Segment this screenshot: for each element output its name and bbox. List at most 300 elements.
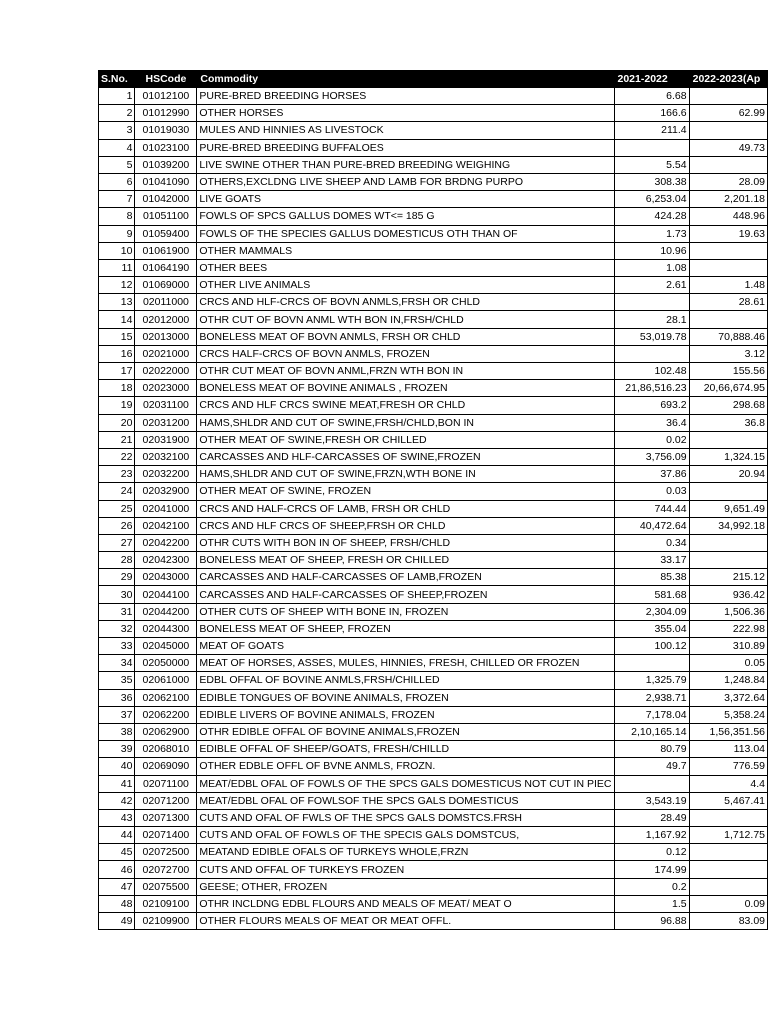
commodity-cell[interactable]: OTHER CUTS OF SHEEP WITH BONE IN, FROZEN (197, 603, 614, 620)
commodity-table (98, 70, 768, 930)
value-2022-2023-cell[interactable]: 20.94 (689, 466, 767, 483)
commodity-cell[interactable]: OTHERS,EXCLDNG LIVE SHEEP AND LAMB FOR BRDNG PURPO (197, 173, 614, 190)
value-2021-2022-cell[interactable]: 1.73 (614, 225, 689, 242)
table-row (99, 517, 768, 534)
hscode-cell[interactable]: 02061000 (135, 672, 197, 689)
hscode-cell[interactable]: 02043000 (135, 569, 197, 586)
sno-cell[interactable]: 12 (99, 277, 135, 294)
sno-cell[interactable]: 21 (99, 431, 135, 448)
sno-cell[interactable]: 4 (99, 139, 135, 156)
value-2021-2022-cell[interactable]: 21,86,516.23 (614, 380, 689, 397)
sno-cell[interactable]: 27 (99, 534, 135, 551)
hscode-cell[interactable]: 02071100 (135, 775, 197, 792)
value-2022-2023-cell[interactable]: 1,248.84 (689, 672, 767, 689)
commodity-cell[interactable]: CUTS AND OFAL OF FOWLS OF THE SPECIS GALS DOMSTCUS, (197, 827, 614, 844)
value-2022-2023-cell[interactable]: 5,467.41 (689, 792, 767, 809)
sno-cell[interactable]: 23 (99, 466, 135, 483)
hscode-cell[interactable]: 02071200 (135, 792, 197, 809)
value-2022-2023-cell[interactable] (689, 483, 767, 500)
table-row (99, 156, 768, 173)
commodity-cell[interactable]: EDIBLE LIVERS OF BOVINE ANIMALS, FROZEN (197, 706, 614, 723)
value-2021-2022-cell[interactable]: 0.34 (614, 534, 689, 551)
value-2021-2022-cell[interactable]: 33.17 (614, 552, 689, 569)
hscode-cell[interactable]: 02062100 (135, 689, 197, 706)
sno-cell[interactable]: 34 (99, 655, 135, 672)
sno-cell[interactable]: 42 (99, 792, 135, 809)
value-2021-2022-cell[interactable]: 1.5 (614, 895, 689, 912)
hscode-cell[interactable]: 02109900 (135, 913, 197, 930)
commodity-cell[interactable]: CRCS AND HLF CRCS OF SHEEP,FRSH OR CHLD (197, 517, 614, 534)
sno-cell[interactable]: 2 (99, 105, 135, 122)
table-row (99, 586, 768, 603)
sno-cell[interactable]: 9 (99, 225, 135, 242)
table-row (99, 397, 768, 414)
commodity-cell[interactable]: LIVE GOATS (197, 191, 614, 208)
hscode-cell[interactable]: 02044300 (135, 620, 197, 637)
sno-cell[interactable]: 16 (99, 345, 135, 362)
value-2021-2022-cell[interactable] (614, 139, 689, 156)
sno-cell[interactable]: 33 (99, 638, 135, 655)
table-row (99, 638, 768, 655)
value-2021-2022-cell[interactable]: 1.08 (614, 259, 689, 276)
table-row (99, 294, 768, 311)
hscode-cell[interactable]: 02032900 (135, 483, 197, 500)
header-commodity[interactable]: Commodity (197, 71, 614, 88)
hscode-cell[interactable]: 02011000 (135, 294, 197, 311)
table-row (99, 603, 768, 620)
sno-cell[interactable]: 39 (99, 741, 135, 758)
value-2022-2023-cell[interactable]: 1,56,351.56 (689, 723, 767, 740)
commodity-cell[interactable]: EDIBLE TONGUES OF BOVINE ANIMALS, FROZEN (197, 689, 614, 706)
table-row (99, 775, 768, 792)
commodity-cell[interactable]: MULES AND HINNIES AS LIVESTOCK (197, 122, 614, 139)
commodity-cell[interactable]: HAMS,SHLDR AND CUT OF SWINE,FRSH/CHLD,BON IN (197, 414, 614, 431)
table-row (99, 448, 768, 465)
value-2021-2022-cell[interactable]: 308.38 (614, 173, 689, 190)
hscode-cell[interactable]: 02109100 (135, 895, 197, 912)
value-2021-2022-cell[interactable]: 40,472.64 (614, 517, 689, 534)
commodity-cell[interactable]: HAMS,SHLDR AND CUT OF SWINE,FRZN,WTH BONE IN (197, 466, 614, 483)
hscode-cell[interactable]: 01061900 (135, 242, 197, 259)
commodity-cell[interactable]: OTHER MEAT OF SWINE, FROZEN (197, 483, 614, 500)
commodity-cell[interactable]: LIVE SWINE OTHER THAN PURE-BRED BREEDING WEIGHING (197, 156, 614, 173)
hscode-cell[interactable]: 01019030 (135, 122, 197, 139)
table-row (99, 827, 768, 844)
value-2022-2023-cell[interactable]: 1,324.15 (689, 448, 767, 465)
value-2022-2023-cell[interactable]: 2,201.18 (689, 191, 767, 208)
table-row (99, 328, 768, 345)
table-row (99, 861, 768, 878)
table-row (99, 534, 768, 551)
header-2022-2023[interactable]: 2022-2023(Ap (689, 71, 767, 88)
value-2022-2023-cell[interactable]: 776.59 (689, 758, 767, 775)
commodity-cell[interactable]: MEAT/EDBL OFAL OF FOWLS OF THE SPCS GALS DOMESTICUS NOT CUT IN PIEC (197, 775, 614, 792)
commodity-cell[interactable]: MEAT/EDBL OFAL OF FOWLSOF THE SPCS GALS DOMESTICUS (197, 792, 614, 809)
sno-cell[interactable]: 29 (99, 569, 135, 586)
table-row (99, 655, 768, 672)
sno-cell[interactable]: 22 (99, 448, 135, 465)
value-2021-2022-cell[interactable]: 10.96 (614, 242, 689, 259)
value-2021-2022-cell[interactable]: 166.6 (614, 105, 689, 122)
sno-cell[interactable]: 40 (99, 758, 135, 775)
commodity-cell[interactable]: FOWLS OF SPCS GALLUS DOMES WT<= 185 G (197, 208, 614, 225)
sno-cell[interactable]: 32 (99, 620, 135, 637)
value-2022-2023-cell[interactable]: 5,358.24 (689, 706, 767, 723)
sno-cell[interactable]: 38 (99, 723, 135, 740)
table-body (99, 88, 768, 930)
hscode-cell[interactable]: 02013000 (135, 328, 197, 345)
header-2021-2022[interactable]: 2021-2022 (614, 71, 689, 88)
commodity-cell[interactable]: PURE-BRED BREEDING HORSES (197, 88, 614, 105)
hscode-cell[interactable]: 02045000 (135, 638, 197, 655)
value-2022-2023-cell[interactable] (689, 861, 767, 878)
commodity-cell[interactable]: OTHR CUTS WITH BON IN OF SHEEP, FRSH/CHLD (197, 534, 614, 551)
sno-cell[interactable]: 45 (99, 844, 135, 861)
value-2022-2023-cell[interactable]: 34,992.18 (689, 517, 767, 534)
spreadsheet (98, 70, 768, 930)
hscode-cell[interactable]: 02072500 (135, 844, 197, 861)
table-row (99, 311, 768, 328)
table-row (99, 913, 768, 930)
commodity-cell[interactable]: FOWLS OF THE SPECIES GALLUS DOMESTICUS OTH THAN OF (197, 225, 614, 242)
commodity-cell[interactable]: OTHER LIVE ANIMALS (197, 277, 614, 294)
table-row (99, 483, 768, 500)
value-2021-2022-cell[interactable]: 6,253.04 (614, 191, 689, 208)
header-hscode[interactable]: HSCode (135, 71, 197, 88)
sno-cell[interactable]: 26 (99, 517, 135, 534)
sno-cell[interactable]: 18 (99, 380, 135, 397)
sno-cell[interactable]: 43 (99, 809, 135, 826)
hscode-cell[interactable]: 02042300 (135, 552, 197, 569)
table-row (99, 208, 768, 225)
table-row (99, 139, 768, 156)
value-2022-2023-cell[interactable]: 28.61 (689, 294, 767, 311)
commodity-cell[interactable]: BONELESS MEAT OF BOVINE ANIMALS , FROZEN (197, 380, 614, 397)
commodity-cell[interactable]: OTHER MEAT OF SWINE,FRESH OR CHILLED (197, 431, 614, 448)
value-2022-2023-cell[interactable]: 36.8 (689, 414, 767, 431)
hscode-cell[interactable]: 02031900 (135, 431, 197, 448)
hscode-cell[interactable]: 02032100 (135, 448, 197, 465)
value-2022-2023-cell[interactable] (689, 431, 767, 448)
sno-cell[interactable]: 5 (99, 156, 135, 173)
value-2021-2022-cell[interactable]: 102.48 (614, 363, 689, 380)
value-2021-2022-cell[interactable]: 1,325.79 (614, 672, 689, 689)
value-2021-2022-cell[interactable]: 0.2 (614, 878, 689, 895)
commodity-cell[interactable]: MEAT OF GOATS (197, 638, 614, 655)
hscode-cell[interactable]: 02012000 (135, 311, 197, 328)
hscode-cell[interactable]: 02068010 (135, 741, 197, 758)
table-row (99, 689, 768, 706)
sno-cell[interactable]: 25 (99, 500, 135, 517)
table-row (99, 809, 768, 826)
table-row (99, 345, 768, 362)
hscode-cell[interactable]: 02062900 (135, 723, 197, 740)
sno-cell[interactable]: 46 (99, 861, 135, 878)
commodity-cell[interactable]: OTHER BEES (197, 259, 614, 276)
value-2022-2023-cell[interactable]: 155.56 (689, 363, 767, 380)
value-2022-2023-cell[interactable] (689, 88, 767, 105)
table-row (99, 431, 768, 448)
value-2021-2022-cell[interactable]: 2,304.09 (614, 603, 689, 620)
commodity-cell[interactable]: CARCASSES AND HALF-CARCASSES OF LAMB,FROZEN (197, 569, 614, 586)
commodity-cell[interactable]: CRCS AND HLF CRCS SWINE MEAT,FRESH OR CHLD (197, 397, 614, 414)
value-2021-2022-cell[interactable]: 211.4 (614, 122, 689, 139)
hscode-cell[interactable]: 01041090 (135, 173, 197, 190)
value-2021-2022-cell[interactable] (614, 294, 689, 311)
table-row (99, 500, 768, 517)
commodity-cell[interactable]: OTHER MAMMALS (197, 242, 614, 259)
sno-cell[interactable]: 47 (99, 878, 135, 895)
value-2021-2022-cell[interactable]: 581.68 (614, 586, 689, 603)
table-row (99, 706, 768, 723)
hscode-cell[interactable]: 02075500 (135, 878, 197, 895)
commodity-cell[interactable]: OTHR CUT OF BOVN ANML WTH BON IN,FRSH/CHLD (197, 311, 614, 328)
commodity-cell[interactable]: CUTS AND OFFAL OF TURKEYS FROZEN (197, 861, 614, 878)
commodity-cell[interactable]: PURE-BRED BREEDING BUFFALOES (197, 139, 614, 156)
sno-cell[interactable]: 6 (99, 173, 135, 190)
sno-cell[interactable]: 48 (99, 895, 135, 912)
commodity-cell[interactable]: OTHER HORSES (197, 105, 614, 122)
hscode-cell[interactable]: 02022000 (135, 363, 197, 380)
value-2021-2022-cell[interactable]: 80.79 (614, 741, 689, 758)
commodity-cell[interactable]: EDIBLE OFFAL OF SHEEP/GOATS, FRESH/CHILLD (197, 741, 614, 758)
sno-cell[interactable]: 36 (99, 689, 135, 706)
hscode-cell[interactable]: 01042000 (135, 191, 197, 208)
value-2021-2022-cell[interactable]: 174.99 (614, 861, 689, 878)
value-2021-2022-cell[interactable]: 0.12 (614, 844, 689, 861)
table-row (99, 363, 768, 380)
hscode-cell[interactable]: 02062200 (135, 706, 197, 723)
hscode-cell[interactable]: 02044100 (135, 586, 197, 603)
commodity-cell[interactable]: CRCS AND HLF-CRCS OF BOVN ANMLS,FRSH OR CHLD (197, 294, 614, 311)
sno-cell[interactable]: 44 (99, 827, 135, 844)
value-2021-2022-cell[interactable]: 5.54 (614, 156, 689, 173)
value-2022-2023-cell[interactable] (689, 552, 767, 569)
value-2022-2023-cell[interactable]: 62.99 (689, 105, 767, 122)
table-row (99, 380, 768, 397)
commodity-cell[interactable]: CUTS AND OFAL OF FWLS OF THE SPCS GALS DOMSTCS.FRSH (197, 809, 614, 826)
sno-cell[interactable]: 10 (99, 242, 135, 259)
header-row (99, 71, 768, 88)
hscode-cell[interactable]: 02071300 (135, 809, 197, 826)
value-2022-2023-cell[interactable]: 222.98 (689, 620, 767, 637)
value-2022-2023-cell[interactable]: 0.05 (689, 655, 767, 672)
hscode-cell[interactable]: 02031100 (135, 397, 197, 414)
value-2021-2022-cell[interactable]: 36.4 (614, 414, 689, 431)
table-row (99, 259, 768, 276)
table-row (99, 792, 768, 809)
commodity-cell[interactable]: CARCASSES AND HLF-CARCASSES OF SWINE,FROZEN (197, 448, 614, 465)
commodity-cell[interactable]: OTHR INCLDNG EDBL FLOURS AND MEALS OF MEAT/ MEAT O (197, 895, 614, 912)
value-2021-2022-cell[interactable]: 49.7 (614, 758, 689, 775)
hscode-cell[interactable]: 01059400 (135, 225, 197, 242)
value-2021-2022-cell[interactable]: 28.1 (614, 311, 689, 328)
value-2021-2022-cell[interactable] (614, 775, 689, 792)
commodity-cell[interactable]: BONELESS MEAT OF BOVN ANMLS, FRSH OR CHLD (197, 328, 614, 345)
sno-cell[interactable]: 49 (99, 913, 135, 930)
value-2022-2023-cell[interactable]: 936.42 (689, 586, 767, 603)
table-row (99, 552, 768, 569)
hscode-cell[interactable]: 02042100 (135, 517, 197, 534)
sno-cell[interactable]: 41 (99, 775, 135, 792)
value-2022-2023-cell[interactable]: 215.12 (689, 569, 767, 586)
value-2022-2023-cell[interactable]: 70,888.46 (689, 328, 767, 345)
value-2021-2022-cell[interactable]: 96.88 (614, 913, 689, 930)
value-2021-2022-cell[interactable]: 0.02 (614, 431, 689, 448)
commodity-cell[interactable]: MEAT OF HORSES, ASSES, MULES, HINNIES, FRESH, CHILLED OR FROZEN (197, 655, 614, 672)
commodity-cell[interactable]: MEATAND EDIBLE OFALS OF TURKEYS WHOLE,FRZN (197, 844, 614, 861)
table-row (99, 878, 768, 895)
table-row (99, 844, 768, 861)
hscode-cell[interactable]: 02042200 (135, 534, 197, 551)
hscode-cell[interactable]: 02023000 (135, 380, 197, 397)
value-2021-2022-cell[interactable]: 6.68 (614, 88, 689, 105)
table-row (99, 173, 768, 190)
hscode-cell[interactable]: 01069000 (135, 277, 197, 294)
sno-cell[interactable]: 1 (99, 88, 135, 105)
hscode-cell[interactable]: 01039200 (135, 156, 197, 173)
value-2022-2023-cell[interactable] (689, 259, 767, 276)
hscode-cell[interactable]: 02050000 (135, 655, 197, 672)
sno-cell[interactable]: 14 (99, 311, 135, 328)
table-row (99, 741, 768, 758)
sno-cell[interactable]: 13 (99, 294, 135, 311)
table-row (99, 895, 768, 912)
value-2022-2023-cell[interactable] (689, 878, 767, 895)
sno-cell[interactable]: 31 (99, 603, 135, 620)
hscode-cell[interactable]: 02021000 (135, 345, 197, 362)
value-2021-2022-cell[interactable]: 1,167.92 (614, 827, 689, 844)
value-2021-2022-cell[interactable]: 355.04 (614, 620, 689, 637)
hscode-cell[interactable]: 02031200 (135, 414, 197, 431)
value-2022-2023-cell[interactable]: 298.68 (689, 397, 767, 414)
value-2021-2022-cell[interactable]: 100.12 (614, 638, 689, 655)
value-2022-2023-cell[interactable]: 1.48 (689, 277, 767, 294)
sno-cell[interactable]: 8 (99, 208, 135, 225)
value-2021-2022-cell[interactable]: 2.61 (614, 277, 689, 294)
value-2022-2023-cell[interactable]: 49.73 (689, 139, 767, 156)
table-row (99, 758, 768, 775)
sno-cell[interactable]: 24 (99, 483, 135, 500)
hscode-cell[interactable]: 01051100 (135, 208, 197, 225)
sno-cell[interactable]: 35 (99, 672, 135, 689)
commodity-cell[interactable]: CRCS AND HALF-CRCS OF LAMB, FRSH OR CHLD (197, 500, 614, 517)
hscode-cell[interactable]: 02069090 (135, 758, 197, 775)
table-row (99, 225, 768, 242)
commodity-cell[interactable]: OTHER FLOURS MEALS OF MEAT OR MEAT OFFL. (197, 913, 614, 930)
value-2021-2022-cell[interactable]: 0.03 (614, 483, 689, 500)
sno-cell[interactable]: 15 (99, 328, 135, 345)
value-2022-2023-cell[interactable] (689, 122, 767, 139)
hscode-cell[interactable]: 01064190 (135, 259, 197, 276)
table-row (99, 672, 768, 689)
sno-cell[interactable]: 37 (99, 706, 135, 723)
value-2021-2022-cell[interactable]: 424.28 (614, 208, 689, 225)
sno-cell[interactable]: 28 (99, 552, 135, 569)
hscode-cell[interactable]: 01023100 (135, 139, 197, 156)
value-2021-2022-cell[interactable]: 7,178.04 (614, 706, 689, 723)
hscode-cell[interactable]: 02071400 (135, 827, 197, 844)
hscode-cell[interactable]: 01012990 (135, 105, 197, 122)
commodity-cell[interactable]: BONELESS MEAT OF SHEEP, FRESH OR CHILLED (197, 552, 614, 569)
value-2022-2023-cell[interactable]: 3,372.64 (689, 689, 767, 706)
value-2022-2023-cell[interactable] (689, 242, 767, 259)
hscode-cell[interactable]: 02032200 (135, 466, 197, 483)
value-2022-2023-cell[interactable]: 19.63 (689, 225, 767, 242)
sno-cell[interactable]: 30 (99, 586, 135, 603)
hscode-cell[interactable]: 02041000 (135, 500, 197, 517)
value-2021-2022-cell[interactable]: 3,756.09 (614, 448, 689, 465)
value-2022-2023-cell[interactable]: 113.04 (689, 741, 767, 758)
value-2021-2022-cell[interactable]: 2,938.71 (614, 689, 689, 706)
value-2021-2022-cell[interactable]: 85.38 (614, 569, 689, 586)
table-row (99, 466, 768, 483)
value-2022-2023-cell[interactable]: 9,651.49 (689, 500, 767, 517)
sno-cell[interactable]: 19 (99, 397, 135, 414)
table-row (99, 620, 768, 637)
value-2022-2023-cell[interactable] (689, 311, 767, 328)
value-2022-2023-cell[interactable] (689, 809, 767, 826)
value-2021-2022-cell[interactable]: 37.86 (614, 466, 689, 483)
commodity-cell[interactable]: BONELESS MEAT OF SHEEP, FROZEN (197, 620, 614, 637)
value-2022-2023-cell[interactable] (689, 156, 767, 173)
table-row (99, 88, 768, 105)
commodity-cell[interactable]: CARCASSES AND HALF-CARCASSES OF SHEEP,FROZEN (197, 586, 614, 603)
sno-cell[interactable]: 17 (99, 363, 135, 380)
commodity-cell[interactable]: GEESE; OTHER, FROZEN (197, 878, 614, 895)
value-2022-2023-cell[interactable]: 1,506.36 (689, 603, 767, 620)
value-2022-2023-cell[interactable]: 1,712.75 (689, 827, 767, 844)
commodity-cell[interactable]: OTHR CUT MEAT OF BOVN ANML,FRZN WTH BON IN (197, 363, 614, 380)
value-2022-2023-cell[interactable]: 448.96 (689, 208, 767, 225)
value-2022-2023-cell[interactable]: 310.89 (689, 638, 767, 655)
value-2022-2023-cell[interactable]: 28.09 (689, 173, 767, 190)
value-2022-2023-cell[interactable] (689, 534, 767, 551)
commodity-cell[interactable]: EDBL OFFAL OF BOVINE ANMLS,FRSH/CHILLED (197, 672, 614, 689)
value-2021-2022-cell[interactable]: 693.2 (614, 397, 689, 414)
header-sno[interactable]: S.No. (99, 71, 135, 88)
value-2021-2022-cell[interactable]: 744.44 (614, 500, 689, 517)
value-2021-2022-cell[interactable] (614, 345, 689, 362)
value-2022-2023-cell[interactable]: 83.09 (689, 913, 767, 930)
hscode-cell[interactable]: 02044200 (135, 603, 197, 620)
table-row (99, 569, 768, 586)
hscode-cell[interactable]: 01012100 (135, 88, 197, 105)
table-row (99, 122, 768, 139)
value-2021-2022-cell[interactable]: 53,019.78 (614, 328, 689, 345)
sno-cell[interactable]: 7 (99, 191, 135, 208)
value-2021-2022-cell[interactable]: 3,543.19 (614, 792, 689, 809)
table-row (99, 414, 768, 431)
value-2021-2022-cell[interactable]: 2,10,165.14 (614, 723, 689, 740)
value-2021-2022-cell[interactable] (614, 655, 689, 672)
value-2022-2023-cell[interactable]: 0.09 (689, 895, 767, 912)
commodity-cell[interactable]: CRCS HALF-CRCS OF BOVN ANMLS, FROZEN (197, 345, 614, 362)
value-2022-2023-cell[interactable] (689, 844, 767, 861)
sno-cell[interactable]: 20 (99, 414, 135, 431)
sno-cell[interactable]: 11 (99, 259, 135, 276)
commodity-cell[interactable]: OTHR EDIBLE OFFAL OF BOVINE ANIMALS,FROZEN (197, 723, 614, 740)
table-row (99, 723, 768, 740)
value-2022-2023-cell[interactable]: 3.12 (689, 345, 767, 362)
commodity-cell[interactable]: OTHER EDBLE OFFL OF BVNE ANMLS, FROZN. (197, 758, 614, 775)
hscode-cell[interactable]: 02072700 (135, 861, 197, 878)
value-2022-2023-cell[interactable]: 20,66,674.95 (689, 380, 767, 397)
value-2021-2022-cell[interactable]: 28.49 (614, 809, 689, 826)
table-row (99, 105, 768, 122)
sno-cell[interactable]: 3 (99, 122, 135, 139)
value-2022-2023-cell[interactable]: 4.4 (689, 775, 767, 792)
